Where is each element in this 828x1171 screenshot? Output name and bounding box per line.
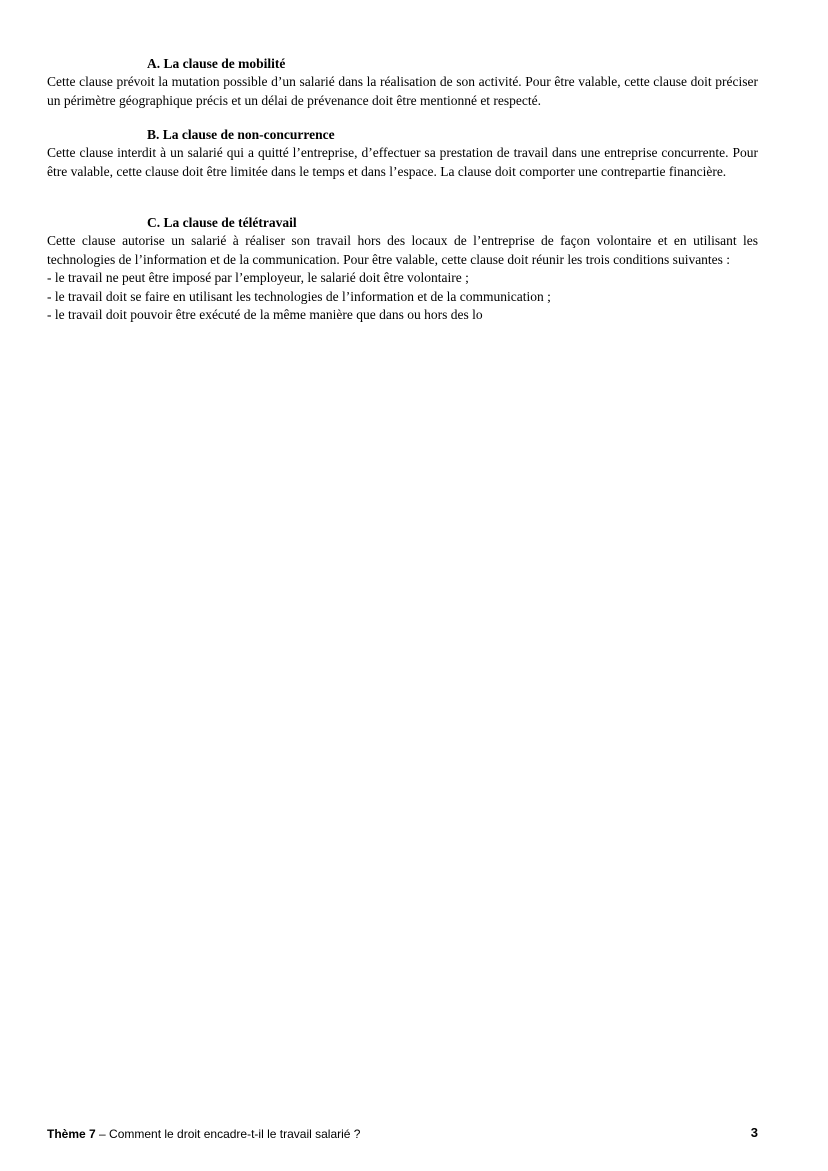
section-mobilite [47,55,758,110]
page-footer [47,1126,758,1142]
section-heading: C. La clause de télétravail [147,215,297,230]
section-paragraph: Cette clause prévoit la mutation possible d’un salarié dans la réalisation de son activité. Pour être valable, cette clause doit préciser un périmètre géographique précis et un délai de prévenance doit être mentionné et respecté. [47,74,758,108]
section-paragraph: Cette clause interdit à un salarié qui a quitté l’entreprise, d’effectuer sa prestation de travail dans une entreprise concurrente. Pour être valable, cette clause doit être limitée dans le temps et dans l’espace. La clause doit comporter une contrepartie financière. [47,145,758,179]
section-heading: A. La clause de mobilité [147,56,286,71]
section-non-concurrence [47,126,758,181]
footer-theme: Thème 7 [47,1127,96,1141]
list-item: - le travail ne peut être imposé par l’employeur, le salarié doit être volontaire ; [47,270,469,285]
page-number: 3 [750,1125,758,1140]
section-teletravail [47,214,758,325]
list-item: - le travail doit pouvoir être exécuté de la même manière que dans ou hors des lo [47,307,483,322]
section-paragraph: Cette clause autorise un salarié à réaliser son travail hors des locaux de l’entreprise de façon volontaire et en utilisant les technologies de l’information et de la communication. Pour être valable, cette clause doit réunir les trois conditions suivantes : [47,233,758,267]
footer-subtitle: – Comment le droit encadre-t-il le travail salarié ? [95,1127,361,1141]
section-heading: B. La clause de non-concurrence [147,127,335,142]
list-item: - le travail doit se faire en utilisant les technologies de l’information et de la communication ; [47,288,551,304]
